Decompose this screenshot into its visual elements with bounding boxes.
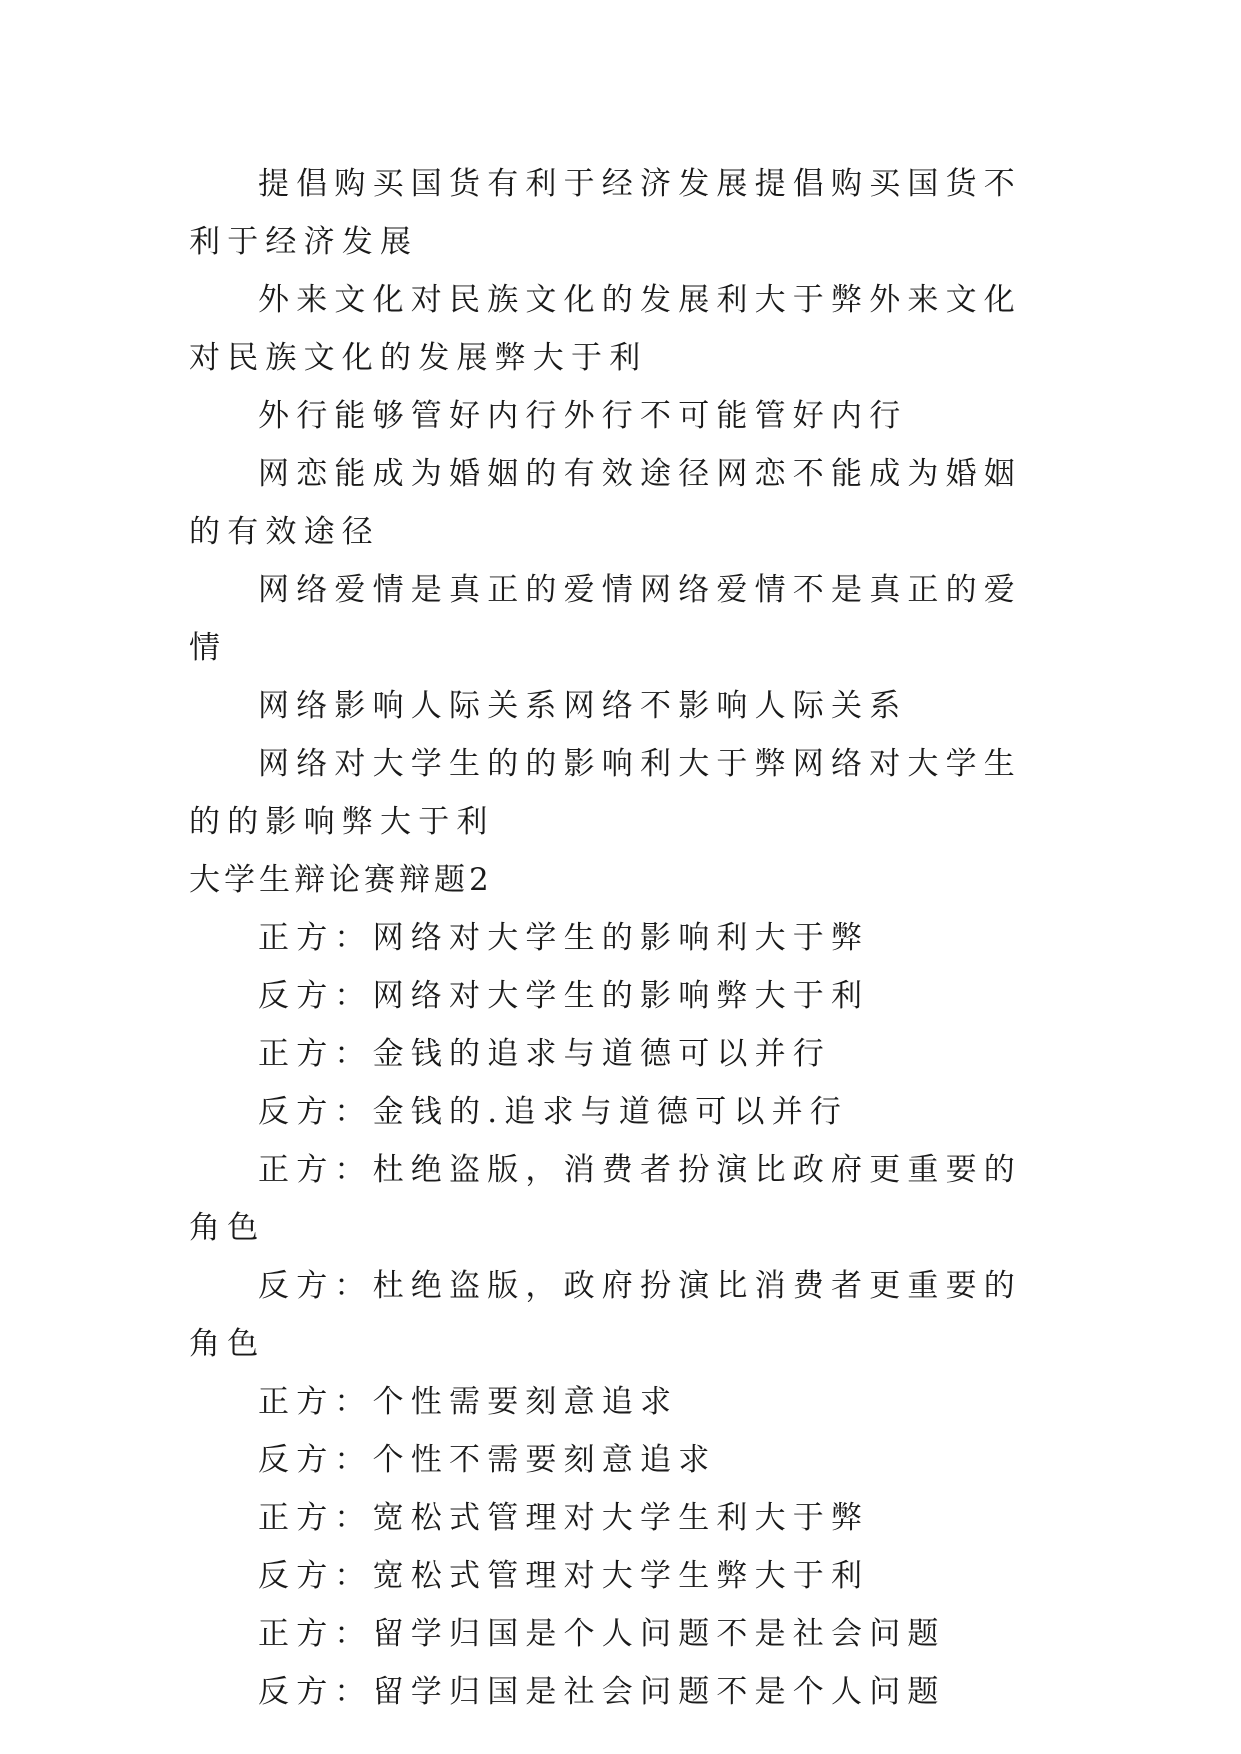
paragraph-domestic-goods: 提倡购买国货有利于经济发展提倡购买国货不利于经济发展 — [189, 166, 1022, 260]
section-heading: 大学生辩论赛辩题2 — [189, 862, 493, 898]
topic-line: 正方：杜绝盗版，消费者扮演比政府更重要的角色 — [189, 1152, 1022, 1246]
paragraph-online-romance: 网恋能成为婚姻的有效途径网恋不能成为婚姻的有效途径 — [189, 456, 1022, 550]
topic-line: 正方：宽松式管理对大学生利大于弊 — [258, 1500, 870, 1536]
topic-line: 反方：网络对大学生的影响弊大于利 — [258, 978, 870, 1014]
topic-line: 反方：留学归国是社会问题不是个人问题 — [258, 1674, 946, 1710]
document-body — [189, 155, 1059, 1721]
topic-line: 反方：个性不需要刻意追求 — [258, 1442, 717, 1478]
paragraph-network-relationships: 网络影响人际关系网络不影响人际关系 — [258, 688, 908, 724]
topic-line: 正方：留学归国是个人问题不是社会问题 — [258, 1616, 946, 1652]
topic-line: 反方：金钱的.追求与道德可以并行 — [258, 1094, 849, 1130]
topic-line: 正方：个性需要刻意追求 — [258, 1384, 679, 1420]
topic-line: 反方：宽松式管理对大学生弊大于利 — [258, 1558, 870, 1594]
topic-line: 正方：网络对大学生的影响利大于弊 — [258, 920, 870, 956]
topic-line: 正方：金钱的追求与道德可以并行 — [258, 1036, 831, 1072]
paragraph-foreign-culture: 外来文化对民族文化的发展利大于弊外来文化对民族文化的发展弊大于利 — [189, 282, 1022, 376]
paragraph-online-love: 网络爱情是真正的爱情网络爱情不是真正的爱情 — [189, 572, 1022, 666]
paragraph-outsider-management: 外行能够管好内行外行不可能管好内行 — [258, 398, 908, 434]
paragraph-network-students: 网络对大学生的的影响利大于弊网络对大学生的的影响弊大于利 — [189, 746, 1022, 840]
topic-line: 反方：杜绝盗版，政府扮演比消费者更重要的角色 — [189, 1268, 1022, 1362]
